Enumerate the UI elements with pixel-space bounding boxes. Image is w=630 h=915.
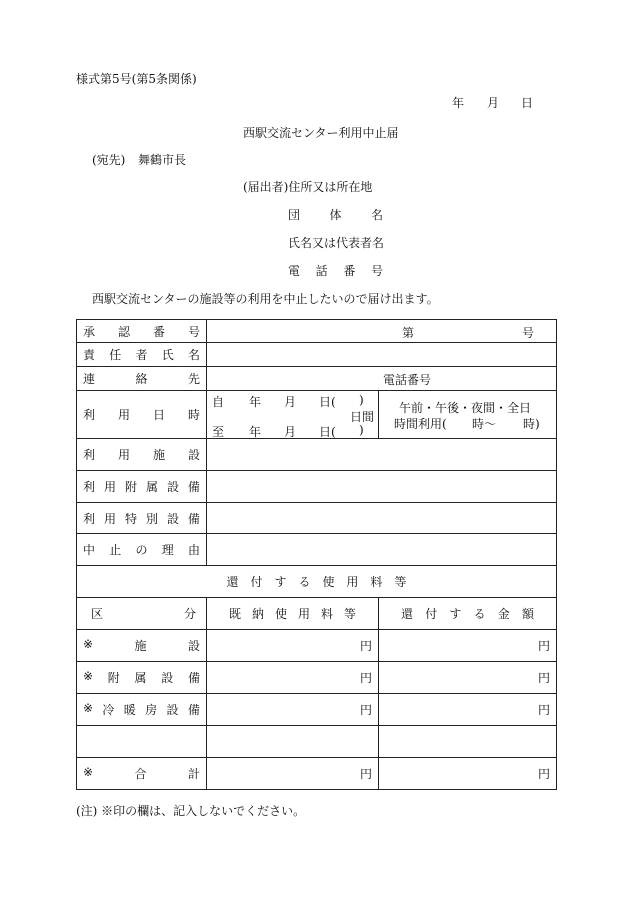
refund-aircon-field[interactable] xyxy=(379,694,557,726)
to-month-text: 月 xyxy=(284,425,297,439)
label-facility: 利 用 施 設 xyxy=(83,448,200,462)
refund-facility-field[interactable] xyxy=(379,630,557,662)
row-special-equipment xyxy=(77,503,557,534)
row-facility xyxy=(77,439,557,471)
row-attached-equipment xyxy=(77,471,557,503)
addressee-prefix: (宛先) xyxy=(92,153,126,167)
to-year-text: 年 xyxy=(249,425,262,439)
table-row xyxy=(77,726,557,758)
time-from-text: 時〜 xyxy=(472,417,497,431)
refund-attached-field[interactable] xyxy=(379,662,557,694)
row-column-headers xyxy=(77,598,557,630)
footnote: (注) ※印の欄は、記入しないでください。 xyxy=(76,804,306,818)
go-text: 号 xyxy=(521,326,534,340)
yen-unit: 円 xyxy=(537,671,550,685)
from-close-paren: ) xyxy=(359,393,364,407)
paid-blank-field[interactable] xyxy=(207,726,379,758)
cancellation-form-table xyxy=(76,319,557,790)
label-approval-no: 承 認 番 号 xyxy=(83,324,200,339)
label-contact: 連 絡 先 xyxy=(83,372,200,386)
responsible-field[interactable] xyxy=(207,343,557,367)
from-year-text: 年 xyxy=(249,395,262,409)
row-approval-no xyxy=(77,320,557,343)
usage-time-field[interactable] xyxy=(379,391,557,439)
to-day-text: 日( xyxy=(319,425,336,439)
time-options-text: 午前・午後・夜間・全日 xyxy=(399,401,532,415)
row-label-total: ※ 合 計 xyxy=(83,765,200,781)
label-paid-fees: 既 納 使 用 料 等 xyxy=(229,607,356,621)
date-day: 日 xyxy=(521,96,534,110)
time-to-text: 時) xyxy=(523,417,540,431)
days-text: 日間 xyxy=(349,410,374,424)
yen-unit: 円 xyxy=(359,767,372,781)
paid-aircon-field[interactable] xyxy=(207,694,379,726)
yen-unit: 円 xyxy=(359,703,372,717)
label-attached-equipment: 利 用 附 属 設 備 xyxy=(83,480,200,494)
table-row xyxy=(77,662,557,694)
paid-facility-field[interactable] xyxy=(207,630,379,662)
attached-equipment-field[interactable] xyxy=(207,471,557,503)
refund-header: 還 付 す る 使 用 料 等 xyxy=(226,575,407,589)
rep-name-label: 氏名又は代表者名 xyxy=(288,236,385,250)
label-responsible: 責 任 者 氏 名 xyxy=(83,348,200,362)
row-label-facility: ※ 施 設 xyxy=(83,637,200,653)
row-usage-datetime xyxy=(77,391,557,439)
yen-unit: 円 xyxy=(359,671,372,685)
to-close-paren: ) xyxy=(359,423,364,437)
contact-phone-label: 電話番号 xyxy=(383,373,432,387)
yen-unit: 円 xyxy=(359,639,372,653)
org-name-label: 団 体 名 xyxy=(288,208,383,222)
table-row xyxy=(77,694,557,726)
date-month: 月 xyxy=(487,96,500,110)
label-special-equipment: 利 用 特 別 設 備 xyxy=(83,511,200,526)
special-equipment-field[interactable] xyxy=(207,503,557,534)
row-cancel-reason xyxy=(77,534,557,566)
yen-unit: 円 xyxy=(537,767,550,781)
row-contact xyxy=(77,367,557,391)
table-row xyxy=(77,630,557,662)
paid-total-field[interactable] xyxy=(207,758,379,790)
refund-total-field[interactable] xyxy=(379,758,557,790)
from-month-text: 月 xyxy=(284,395,297,409)
row-label-attached: ※ 附 属 設 備 xyxy=(83,669,200,685)
form-number: 様式第5号(第5条関係) xyxy=(76,72,197,86)
refund-blank-field[interactable] xyxy=(379,726,557,758)
to-text: 至 xyxy=(212,425,225,439)
yen-unit: 円 xyxy=(537,639,550,653)
contact-field[interactable] xyxy=(207,367,557,391)
row-label-blank[interactable] xyxy=(77,726,207,758)
label-cancel-reason: 中 止 の 理 由 xyxy=(83,543,200,557)
label-refund-amount: 還 付 す る 金 額 xyxy=(401,607,534,621)
from-day-text: 日( xyxy=(319,395,336,409)
dai-text: 第 xyxy=(402,326,415,340)
applicant-address-label: (届出者)住所又は所在地 xyxy=(243,180,373,194)
label-category: 区 分 xyxy=(91,607,196,621)
usage-dates-field[interactable] xyxy=(207,391,379,439)
table-row xyxy=(77,758,557,790)
from-text: 自 xyxy=(212,395,225,409)
row-refund-header xyxy=(77,566,557,598)
paid-attached-field[interactable] xyxy=(207,662,379,694)
page-title: 西駅交流センター利用中止届 xyxy=(243,126,399,140)
facility-field[interactable] xyxy=(207,439,557,471)
date-year: 年 xyxy=(452,96,465,110)
yen-unit: 円 xyxy=(537,703,550,717)
approval-no-field[interactable] xyxy=(207,320,557,343)
row-responsible xyxy=(77,343,557,367)
addressee: 舞鶴市長 xyxy=(138,153,187,167)
cancel-reason-field[interactable] xyxy=(207,534,557,566)
intro-text: 西駅交流センターの施設等の利用を中止したいので届け出ます。 xyxy=(92,292,439,306)
time-use-text: 時間利用( xyxy=(394,417,447,431)
phone-label: 電 話 番 号 xyxy=(288,264,383,278)
label-usage-datetime: 利 用 日 時 xyxy=(83,408,200,422)
row-label-aircon: ※ 冷 暖 房 設 備 xyxy=(83,701,200,717)
